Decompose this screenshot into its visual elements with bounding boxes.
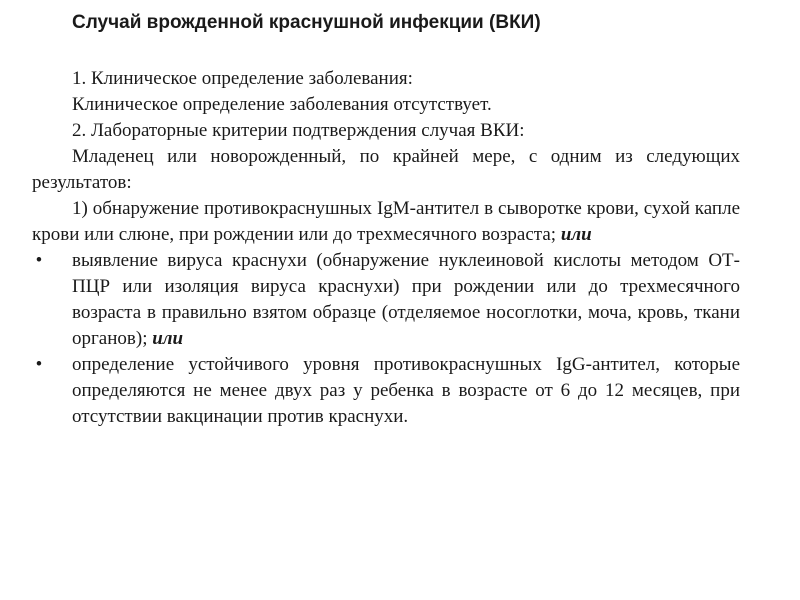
criterion-1-conjunction: или (560, 224, 592, 245)
lab-intro: Младенец или новорожденный, по крайней мере, с одним из следующих результатов: (32, 146, 740, 193)
bullet-item-2 (32, 352, 740, 430)
bullet-marker: • (35, 354, 43, 375)
bullet-item-1 (32, 248, 740, 352)
clinical-heading: 1. Клиническое определение заболевания: (72, 68, 413, 89)
bullet-2-text: определение устойчивого уровня противокраснушных IgG-антител, которые определяются не менее двух раз у ребенка в возрасте от 6 до 12 месяцев, при отсутствии вакцинации против краснухи. (72, 354, 740, 427)
lab-heading: 2. Лабораторные критерии подтверждения случая ВКИ: (72, 120, 525, 141)
bullet-marker: • (35, 250, 43, 271)
criterion-1-text: 1) обнаружение противокраснушных IgM-антител в сыворотке крови, сухой капле крови или слюне, при рождении или до трехмесячного возраста; (32, 198, 740, 245)
bullet-1-text: выявление вируса краснухи (обнаружение нуклеиновой кислоты методом ОТ-ПЦР или изоляция вируса краснухи) при рождении или до трехмесячного возраста в правильно взятом образце (отделяемое носоглотки, моча, кровь, ткани органов); (72, 250, 740, 349)
bullet-1-conjunction: или (152, 328, 184, 349)
slide-body (32, 66, 740, 430)
slide-title: Случай врожденной краснушной инфекции (ВКИ) (72, 12, 541, 33)
clinical-text: Клиническое определение заболевания отсутствует. (72, 94, 492, 115)
criterion-1 (32, 196, 740, 248)
